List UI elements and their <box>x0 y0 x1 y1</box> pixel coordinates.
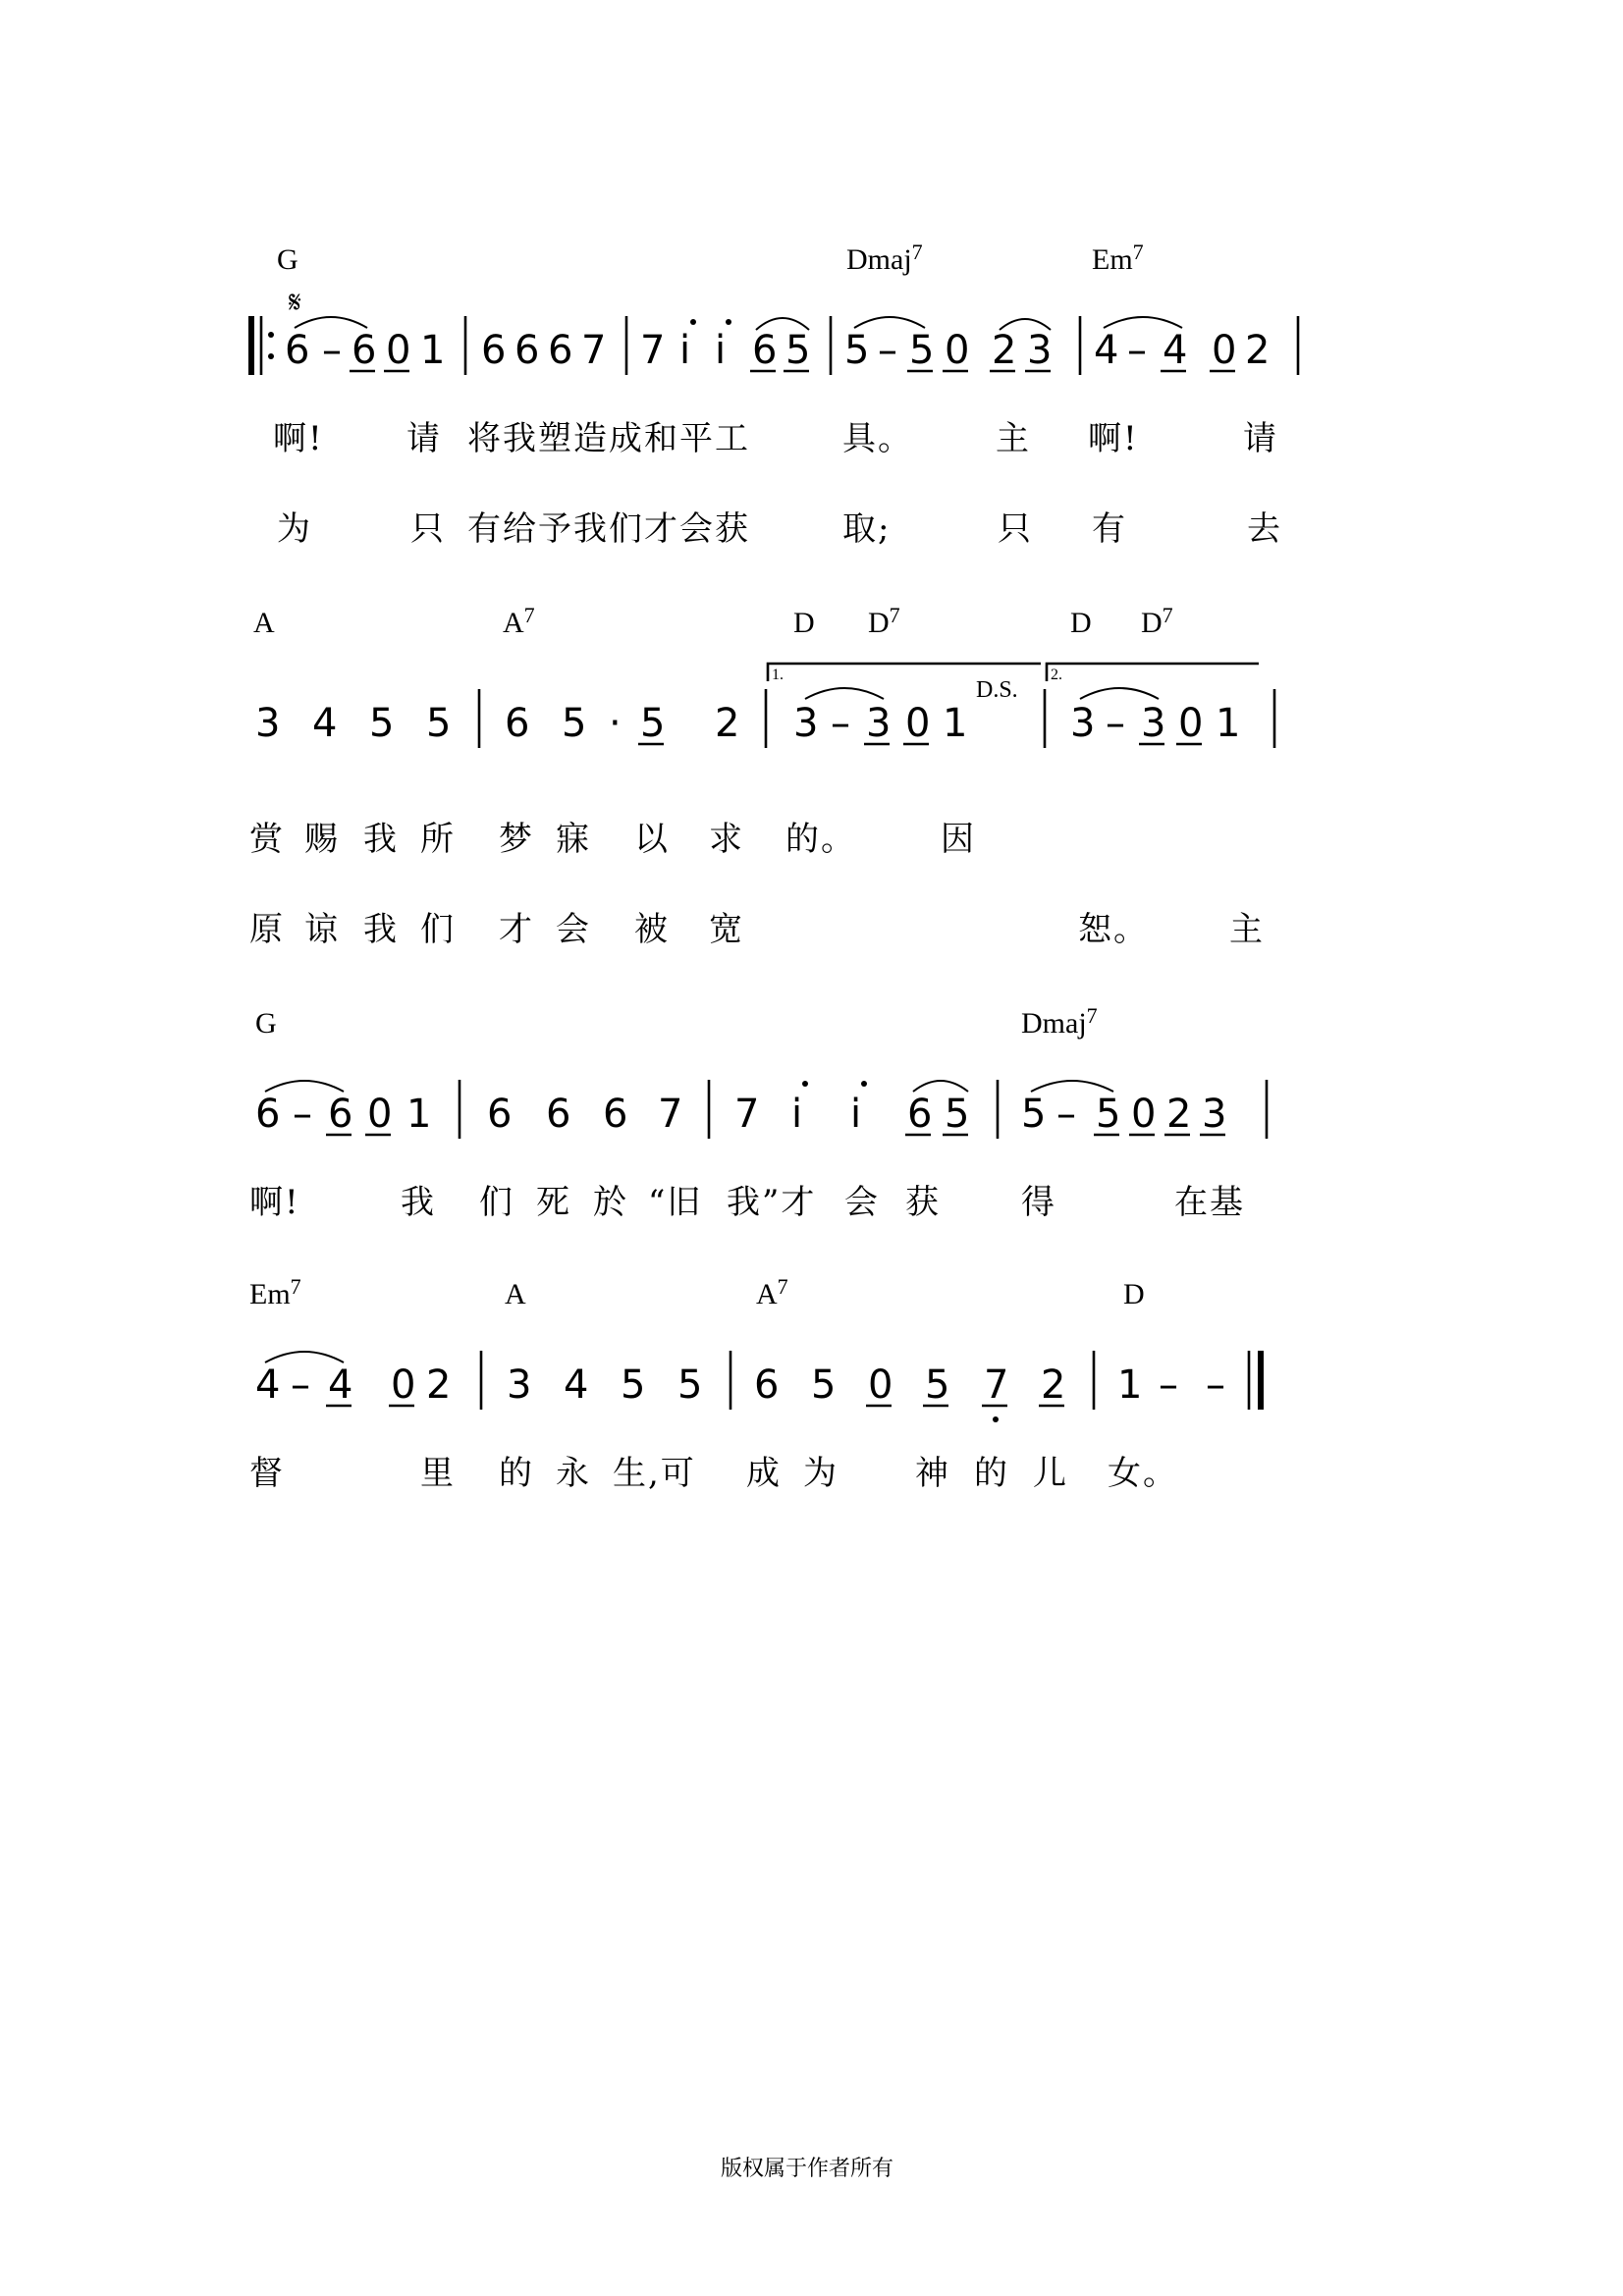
lyric-word: 宽 <box>709 910 744 949</box>
chord-symbol: Em$^7$ <box>249 1274 301 1310</box>
lyric-word: 具。 <box>842 419 913 458</box>
note: 5 <box>562 701 587 746</box>
note: 0 <box>1131 1092 1157 1137</box>
note: 7 <box>658 1092 683 1137</box>
system-3 <box>249 1003 1267 1222</box>
lyric-word: 求 <box>709 820 744 859</box>
slur <box>1104 317 1182 328</box>
lyric-word: 才 <box>499 910 534 949</box>
slur <box>805 688 884 699</box>
note: 6 <box>255 1092 281 1137</box>
lyric-word: 去 <box>1247 509 1282 549</box>
note: 2 <box>1166 1092 1192 1137</box>
chord-symbol: D <box>1070 607 1092 639</box>
volta-2-label: 2. <box>1051 667 1062 683</box>
slur <box>265 1081 344 1092</box>
lyric-word: 於 <box>593 1183 628 1222</box>
lyric-word: 有给予我们才会获 <box>467 509 750 549</box>
note: 6 <box>752 328 778 373</box>
note: 0 <box>1212 328 1237 373</box>
lyric-word: 的 <box>499 1454 534 1493</box>
note: i <box>791 1092 803 1137</box>
note: 5 <box>785 328 811 373</box>
chord-symbol: G <box>277 243 298 276</box>
lyric-word: 生,可 <box>613 1454 696 1493</box>
note: 6 <box>481 328 507 373</box>
note: 4 <box>328 1362 353 1408</box>
chord-symbol: D <box>793 607 815 639</box>
lyric-word: 获 <box>905 1183 941 1222</box>
note: 1 <box>406 1092 432 1137</box>
note: – <box>878 328 897 373</box>
note: 6 <box>352 328 377 373</box>
note: 6 <box>754 1362 780 1408</box>
note: i <box>850 1092 862 1137</box>
lyric-word: 们 <box>479 1183 514 1222</box>
lyric-word: 寐 <box>556 820 591 859</box>
lyric-word: 我 <box>363 820 399 859</box>
slur <box>1031 1081 1113 1092</box>
slur <box>854 317 925 328</box>
lyric-word: 请 <box>1243 419 1278 458</box>
lyric-word: 女。 <box>1108 1454 1178 1493</box>
segno-sign: 𝄋 <box>289 286 301 320</box>
note: 6 <box>505 701 530 746</box>
note: – <box>291 1362 310 1408</box>
chord-symbol: $D^7$ <box>868 603 900 639</box>
note: 7 <box>734 1092 760 1137</box>
lyric-word: 以 <box>634 820 670 859</box>
low-octave-dot <box>993 1416 999 1422</box>
note: 5 <box>925 1362 950 1408</box>
lyric-word: 我 <box>363 910 399 949</box>
chord-symbol: A <box>253 607 275 639</box>
lyric-word: 有 <box>1092 509 1127 549</box>
note: 5 <box>677 1362 703 1408</box>
lyric-word: 只 <box>998 509 1033 549</box>
lyric-word: 督 <box>249 1454 285 1493</box>
lyric-word: 只 <box>410 509 446 549</box>
high-octave-dot <box>802 1081 808 1087</box>
note: 6 <box>514 328 540 373</box>
note: 0 <box>945 328 970 373</box>
note: 4 <box>255 1362 281 1408</box>
note: 0 <box>391 1362 416 1408</box>
note: 2 <box>1041 1362 1066 1408</box>
note: 7 <box>581 328 607 373</box>
chord-symbol: A <box>505 1278 526 1310</box>
note: 1 <box>1216 701 1241 746</box>
copyright-footer: 版权属于作者所有 <box>721 2157 894 2181</box>
chord-symbol: Em$^7$ <box>1092 240 1144 276</box>
note: 4 <box>564 1362 589 1408</box>
lyric-word: 们 <box>420 910 456 949</box>
note: 3 <box>255 701 281 746</box>
dal-segno-mark: D.S. <box>976 677 1018 703</box>
note: 3 <box>1202 1092 1227 1137</box>
chord-symbol: D <box>1123 1278 1145 1310</box>
note: 5 <box>1096 1092 1121 1137</box>
chord-symbol: Dmaj$^7$ <box>1021 1003 1098 1040</box>
volta-1-label: 1. <box>772 667 784 683</box>
note: 6 <box>546 1092 571 1137</box>
note: 6 <box>603 1092 628 1137</box>
note: – <box>322 328 342 373</box>
note: 5 <box>844 328 870 373</box>
system-2 <box>249 603 1274 949</box>
note: 6 <box>907 1092 933 1137</box>
note: 1 <box>420 328 446 373</box>
volta-2-bracket <box>1047 664 1259 681</box>
lyric-word: 里 <box>420 1454 456 1493</box>
note: 5 <box>909 328 935 373</box>
note: 2 <box>715 701 740 746</box>
note: 0 <box>905 701 931 746</box>
high-octave-dot <box>726 319 731 325</box>
note: 4 <box>312 701 338 746</box>
slur <box>295 317 367 328</box>
note: 3 <box>866 701 892 746</box>
repeat-dot <box>268 332 274 338</box>
lyric-word: 啊! <box>273 419 324 458</box>
note: 0 <box>868 1362 893 1408</box>
note: 2 <box>426 1362 452 1408</box>
note: – <box>1159 1362 1178 1408</box>
lyric-word: 取; <box>842 509 892 549</box>
lyric-word: 主 <box>996 419 1031 458</box>
slur <box>913 1081 968 1092</box>
note: · <box>609 701 622 746</box>
lyric-word: 梦 <box>499 820 534 859</box>
note: – <box>1127 328 1147 373</box>
note: 5 <box>945 1092 970 1137</box>
lyric-word: 会 <box>844 1183 880 1222</box>
note: 6 <box>328 1092 353 1137</box>
lyric-word: 死 <box>536 1183 571 1222</box>
lyric-word: 主 <box>1229 910 1265 949</box>
chord-symbol: $A^7$ <box>756 1274 788 1310</box>
note: 1 <box>1117 1362 1143 1408</box>
note: 6 <box>548 328 573 373</box>
note: i <box>679 328 691 373</box>
note: – <box>1206 1362 1225 1408</box>
lyric-word: 被 <box>634 910 670 949</box>
note: 3 <box>1141 701 1166 746</box>
lyric-word: 为 <box>277 509 312 549</box>
note: i <box>715 328 727 373</box>
note: 2 <box>1245 328 1271 373</box>
note: 2 <box>992 328 1017 373</box>
lyric-word: 成 <box>746 1454 782 1493</box>
lyric-word: 因 <box>941 820 976 859</box>
system-4 <box>249 1274 1261 1493</box>
lyric-word: 谅 <box>304 910 340 949</box>
note: 4 <box>1094 328 1119 373</box>
lyric-word: 神 <box>915 1454 950 1493</box>
note: 5 <box>640 701 666 746</box>
lyric-word: 原 <box>249 910 285 949</box>
note: 5 <box>1021 1092 1047 1137</box>
lyric-word: 儿 <box>1033 1454 1068 1493</box>
note: – <box>293 1092 312 1137</box>
note: 6 <box>285 328 310 373</box>
repeat-dot <box>268 353 274 359</box>
slur <box>265 1352 344 1362</box>
note: 5 <box>369 701 395 746</box>
note: 7 <box>984 1362 1009 1408</box>
note: 5 <box>621 1362 646 1408</box>
chord-symbol: $A^7$ <box>503 603 535 639</box>
lyric-word: 赐 <box>304 820 340 859</box>
lyric-word: 我”才 <box>727 1183 817 1222</box>
note: 7 <box>640 328 666 373</box>
chord-symbol: G <box>255 1007 277 1040</box>
chord-symbol: $D^7$ <box>1141 603 1173 639</box>
note: – <box>831 701 850 746</box>
note: 0 <box>367 1092 393 1137</box>
lyric-word: “旧 <box>648 1183 703 1222</box>
lyric-word: 的。 <box>785 820 856 859</box>
note: – <box>1056 1092 1076 1137</box>
lyric-word: 啊! <box>249 1183 300 1222</box>
lyric-word: 我 <box>401 1183 436 1222</box>
lyric-word: 在基 <box>1174 1183 1245 1222</box>
lyric-word: 啊! <box>1088 419 1139 458</box>
lyric-word: 永 <box>556 1454 591 1493</box>
lyric-word: 将我塑造成和平工 <box>467 419 750 458</box>
lyric-word: 所 <box>420 820 456 859</box>
note: 1 <box>943 701 968 746</box>
chord-symbol: Dmaj$^7$ <box>846 240 923 276</box>
system-1 <box>251 240 1298 549</box>
lyric-word: 请 <box>406 419 442 458</box>
note: 3 <box>793 701 819 746</box>
high-octave-dot <box>690 319 696 325</box>
note: 5 <box>426 701 452 746</box>
lyric-word: 赏 <box>249 820 285 859</box>
note: 0 <box>1178 701 1204 746</box>
note: 5 <box>811 1362 837 1408</box>
lyric-word: 会 <box>556 910 591 949</box>
high-octave-dot <box>861 1081 867 1087</box>
note: 4 <box>1163 328 1188 373</box>
note: 3 <box>1027 328 1053 373</box>
lyric-word: 恕。 <box>1078 910 1149 949</box>
lyric-word: 得 <box>1021 1183 1056 1222</box>
note: 3 <box>507 1362 532 1408</box>
note: 6 <box>487 1092 513 1137</box>
note: – <box>1106 701 1125 746</box>
note: 0 <box>386 328 411 373</box>
lyric-word: 的 <box>974 1454 1009 1493</box>
note: 3 <box>1070 701 1096 746</box>
lyric-word: 为 <box>803 1454 839 1493</box>
slur <box>1080 688 1159 699</box>
